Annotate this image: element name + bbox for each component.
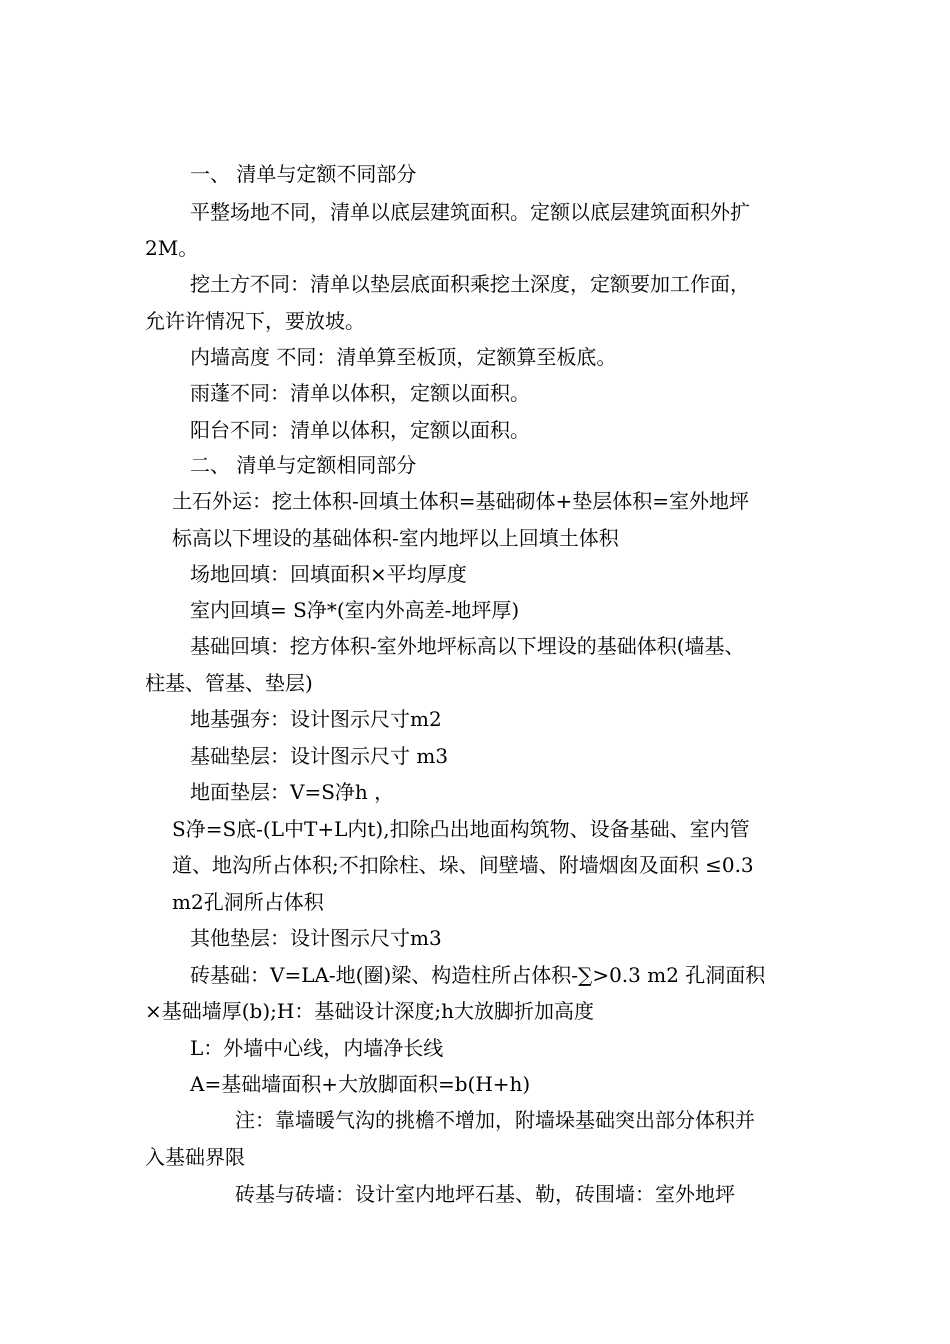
- paragraph-line: 地面垫层：V=S净h ，: [190, 780, 395, 804]
- paragraph-line: 柱基、管基、垫层): [145, 671, 313, 695]
- paragraph-line: 平整场地不同，清单以底层建筑面积。定额以底层建筑面积外扩: [190, 200, 750, 224]
- note-line: 入基础界限: [145, 1145, 245, 1169]
- paragraph-line: 道、地沟所占体积;不扣除柱、垛、间壁墙、附墙烟囱及面积 ≤0.3: [172, 853, 754, 877]
- paragraph-line: 场地回填：回填面积×平均厚度: [190, 562, 467, 586]
- section-heading: 二、 清单与定额相同部分: [190, 453, 417, 477]
- paragraph-line: 基础回填：挖方体积-室外地坪标高以下埋设的基础体积(墙基、: [190, 634, 745, 658]
- paragraph-line: A=基础墙面积+大放脚面积=b(H+h): [190, 1072, 531, 1096]
- paragraph-line: ×基础墙厚(b);H：基础设计深度;h大放脚折加高度: [145, 999, 594, 1023]
- paragraph-line: 土石外运：挖土体积-回填土体积=基础砌体+垫层体积=室外地坪: [172, 489, 750, 513]
- paragraph-line: L：外墙中心线，内墙净长线: [190, 1036, 444, 1060]
- paragraph-line: 室内回填= S净*(室内外高差-地坪厚): [190, 598, 520, 622]
- paragraph-line: 地基强夯：设计图示尺寸m2: [190, 707, 442, 731]
- note-line: 注：靠墙暖气沟的挑檐不增加，附墙垛基础突出部分体积并: [235, 1108, 755, 1132]
- paragraph-line: 标高以下埋设的基础体积-室内地坪以上回填土体积: [172, 526, 619, 550]
- paragraph-line: 砖基与砖墙：设计室内地坪石基、勒，砖围墙：室外地坪: [235, 1182, 735, 1206]
- paragraph-line: 砖基础：V=LA-地(圈)梁、构造柱所占体积-∑>0.3 m2 孔洞面积: [190, 963, 766, 987]
- paragraph-line: 允许许情况下，要放坡。: [145, 309, 365, 333]
- paragraph-line: 基础垫层：设计图示尺寸 m3: [190, 744, 449, 768]
- paragraph-line: 其他垫层：设计图示尺寸m3: [190, 926, 442, 950]
- section-heading: 一、 清单与定额不同部分: [190, 162, 417, 186]
- paragraph-line: 阳台不同：清单以体积，定额以面积。: [190, 418, 530, 442]
- paragraph-line: 挖土方不同：清单以垫层底面积乘挖土深度，定额要加工作面，: [190, 272, 750, 296]
- paragraph-line: 雨蓬不同：清单以体积，定额以面积。: [190, 381, 530, 405]
- paragraph-line: 内墙高度 不同：清单算至板顶，定额算至板底。: [190, 345, 617, 369]
- paragraph-line: S净=S底-(L中T+L内t),扣除凸出地面构筑物、设备基础、室内管: [172, 817, 750, 841]
- paragraph-line: 2M。: [145, 236, 199, 260]
- paragraph-line: m2孔洞所占体积: [172, 890, 324, 914]
